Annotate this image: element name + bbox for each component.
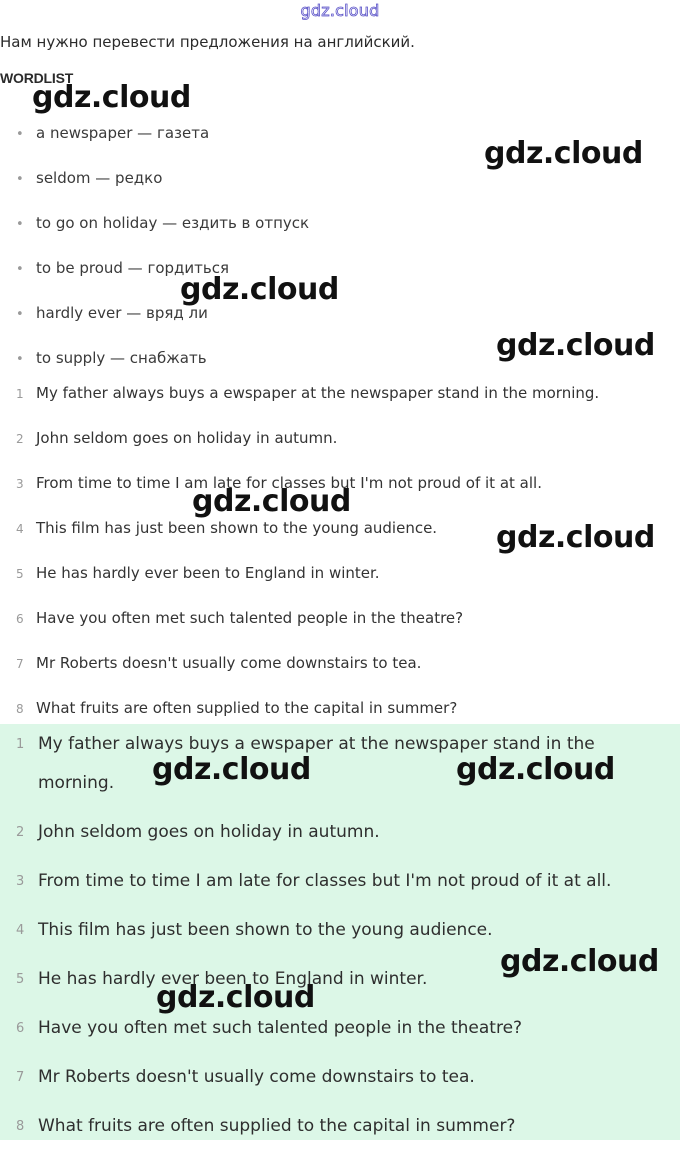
sentence-list — [0, 371, 599, 731]
sentence-item — [0, 461, 599, 506]
answer-text: My father always buys a ewspaper at the newspaper stand in the morning. — [38, 734, 595, 793]
watermark: gdz.cloud — [484, 136, 643, 171]
watermark: gdz.cloud — [496, 520, 655, 555]
answer-text: What fruits are often supplied to the capital in summer? — [38, 1116, 516, 1136]
sentence-text: From time to time I am late for classes but I'm not proud of it at all. — [36, 474, 542, 492]
sentence-item — [0, 551, 599, 596]
bullet-icon: • — [16, 217, 24, 232]
wordlist-item — [0, 156, 309, 201]
sentence-number: 2 — [16, 432, 24, 446]
sentence-item — [0, 506, 599, 551]
answer-item — [0, 813, 680, 862]
sentence-text: This film has just been shown to the young audience. — [36, 519, 438, 537]
wordlist-item-text: seldom — редко — [36, 169, 163, 187]
answer-number: 7 — [16, 1070, 25, 1085]
watermark: gdz.cloud — [180, 272, 339, 307]
answer-item — [0, 1107, 680, 1156]
sentence-number: 1 — [16, 387, 24, 401]
answer-text: From time to time I am late for classes but I'm not proud of it at all. — [38, 871, 612, 891]
answer-item — [0, 862, 680, 911]
answer-list — [0, 725, 680, 1156]
answer-number: 4 — [16, 923, 25, 938]
sentence-item — [0, 641, 599, 686]
watermark: gdz.cloud — [500, 944, 659, 979]
watermark: gdz.cloud — [496, 328, 655, 363]
watermark: gdz.cloud — [456, 752, 615, 787]
answer-number: 6 — [16, 1021, 25, 1036]
sentence-text: Have you often met such talented people in the theatre? — [36, 609, 464, 627]
watermark: gdz.cloud — [152, 752, 311, 787]
sentence-number: 3 — [16, 477, 24, 491]
watermark: gdz.cloud — [192, 484, 351, 519]
wordlist-item-text: hardly ever — вряд ли — [36, 304, 208, 322]
sentence-text: John seldom goes on holiday in autumn. — [36, 429, 338, 447]
watermark: gdz.cloud — [156, 980, 315, 1015]
bullet-icon: • — [16, 307, 24, 322]
wordlist-item — [0, 291, 309, 336]
answer-item — [0, 960, 680, 1009]
bullet-icon: • — [16, 262, 24, 277]
answer-number: 2 — [16, 825, 25, 840]
answer-text: This film has just been shown to the young audience. — [38, 920, 493, 940]
answer-text: Mr Roberts doesn't usually come downstairs to tea. — [38, 1067, 475, 1087]
answer-number: 3 — [16, 874, 25, 889]
wordlist-heading: WORDLIST — [0, 70, 74, 86]
sentence-item — [0, 596, 599, 641]
site-watermark-top: gdz.cloud — [300, 1, 380, 20]
answer-text: He has hardly ever been to England in winter. — [38, 969, 428, 989]
sentence-number: 4 — [16, 522, 24, 536]
wordlist-item — [0, 246, 309, 291]
bullet-icon: • — [16, 172, 24, 187]
sentence-text: My father always buys a ewspaper at the newspaper stand in the morning. — [36, 384, 600, 402]
sentence-item — [0, 371, 599, 416]
sentence-number: 8 — [16, 702, 24, 716]
wordlist-item-text: to supply — снабжать — [36, 349, 207, 367]
wordlist — [0, 111, 309, 381]
answer-number: 5 — [16, 972, 25, 987]
answer-text: John seldom goes on holiday in autumn. — [38, 822, 380, 842]
sentence-number: 6 — [16, 612, 24, 626]
wordlist-item-text: to go on holiday — ездить в отпуск — [36, 214, 310, 232]
sentence-text: Mr Roberts doesn't usually come downstairs to tea. — [36, 654, 422, 672]
answer-item — [0, 911, 680, 960]
wordlist-item-text: a newspaper — газета — [36, 124, 210, 142]
sentence-text: He has hardly ever been to England in winter. — [36, 564, 380, 582]
answer-item — [0, 1058, 680, 1107]
answer-number: 1 — [16, 737, 25, 752]
bullet-icon: • — [16, 127, 24, 142]
task-instruction: Нам нужно перевести предложения на английский. — [0, 33, 415, 51]
answer-text: Have you often met such talented people in the theatre? — [38, 1018, 523, 1038]
watermark: gdz.cloud — [32, 80, 191, 115]
answer-item — [0, 1009, 680, 1058]
bullet-icon: • — [16, 352, 24, 367]
answer-item — [0, 725, 680, 813]
wordlist-item — [0, 111, 309, 156]
wordlist-item — [0, 201, 309, 246]
sentence-number: 5 — [16, 567, 24, 581]
sentence-number: 7 — [16, 657, 24, 671]
sentence-item — [0, 416, 599, 461]
sentence-text: What fruits are often supplied to the capital in summer? — [36, 699, 458, 717]
answer-number: 8 — [16, 1119, 25, 1134]
wordlist-item-text: to be proud — гордиться — [36, 259, 229, 277]
